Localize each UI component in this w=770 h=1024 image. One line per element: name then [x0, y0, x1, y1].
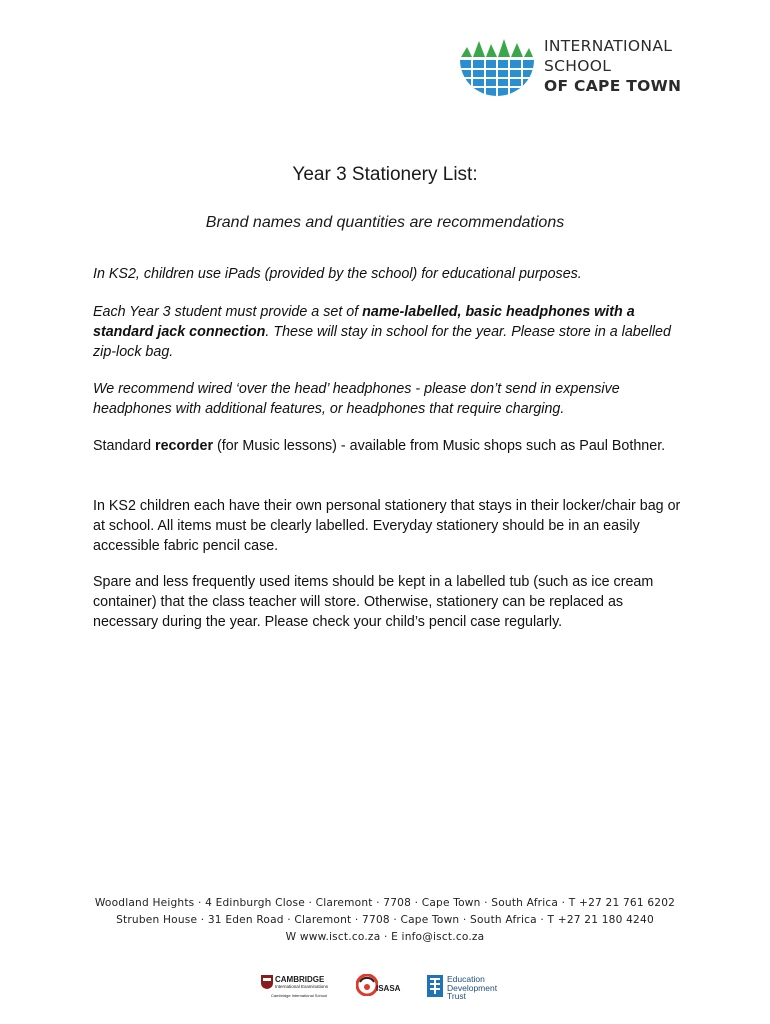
paragraph-recorder: [93, 436, 683, 456]
edt-logo: [427, 972, 517, 1002]
paragraph-headphones-text-b: . These will stay in school for the year. Please store in a labelled zip-lock bag.: [93, 324, 671, 361]
edt-line-1: Education: [447, 974, 485, 984]
logo-line-1: INTERNATIONAL: [544, 37, 673, 55]
paragraph-headphones-text-a: Each Year 3 student must provide a set of: [93, 304, 363, 320]
footer-address: [0, 895, 770, 946]
paragraph-spare-items: Spare and less frequently used items should be kept in a labelled tub (such as ice cream container) that the class teacher will store. Otherwise, stationery can be replaced as necessary during the year. Please check your child’s pencil case regularly.: [93, 574, 654, 631]
edt-name: [447, 975, 497, 1001]
footer-line-2: Struben House · 31 Eden Road · Claremont · 7708 · Cape Town · South Africa · T +27 21 180 4240: [116, 914, 654, 926]
edt-line-3: Trust: [447, 991, 467, 1001]
isasa-logo: [356, 972, 406, 1002]
logo-wordmark: [544, 36, 681, 96]
cambridge-sub: International Examinations: [275, 984, 329, 989]
page-subtitle: Brand names and quantities are recommendations: [205, 214, 565, 231]
footer-line-3: W www.isct.co.za · E info@isct.co.za: [285, 931, 485, 943]
edt-emblem-icon: [427, 975, 443, 997]
cambridge-logo: [261, 972, 341, 1002]
school-logo: [459, 36, 699, 96]
paragraph-headphones: [93, 302, 683, 363]
page-title: Year 3 Stationery List:: [292, 164, 478, 185]
cambridge-name: CAMBRIDGE: [275, 975, 325, 984]
paragraph-recorder-bold: recorder: [155, 438, 214, 454]
paragraph-ipads: In KS2, children use iPads (provided by the school) for educational purposes.: [93, 266, 582, 282]
paragraph-personal-stationery: In KS2 children each have their own personal stationery that stays in their locker/chair bag or at school. All items must be clearly labelled. Everyday stationery should be in an easily accessible fabric pencil case.: [93, 498, 681, 555]
paragraph-recorder-text-a: Standard: [93, 438, 155, 454]
isasa-emblem-icon: [356, 974, 378, 996]
footer-line-1: Woodland Heights · 4 Edinburgh Close · Claremont · 7708 · Cape Town · South Africa · T +27 21 761 6202: [94, 897, 676, 909]
cambridge-sub-2: Cambridge International School: [271, 993, 328, 998]
globe-icon: [459, 36, 535, 96]
paragraph-recommendation: We recommend wired ‘over the head’ headphones - please don’t send in expensive headphones with additional features, or headphones that require charging.: [93, 381, 620, 418]
logo-line-2: SCHOOL: [544, 57, 612, 75]
isasa-name: ISASA: [376, 984, 401, 993]
edt-line-2: Development: [447, 982, 498, 993]
paragraph-headphones-bold: name-labelled, basic headphones with a standard jack connection: [93, 304, 635, 341]
cambridge-shield-icon: [261, 975, 273, 989]
logo-line-3: OF CAPE TOWN: [544, 77, 682, 95]
paragraph-recorder-text-b: (for Music lessons) - available from Music shops such as Paul Bothner.: [213, 438, 666, 454]
